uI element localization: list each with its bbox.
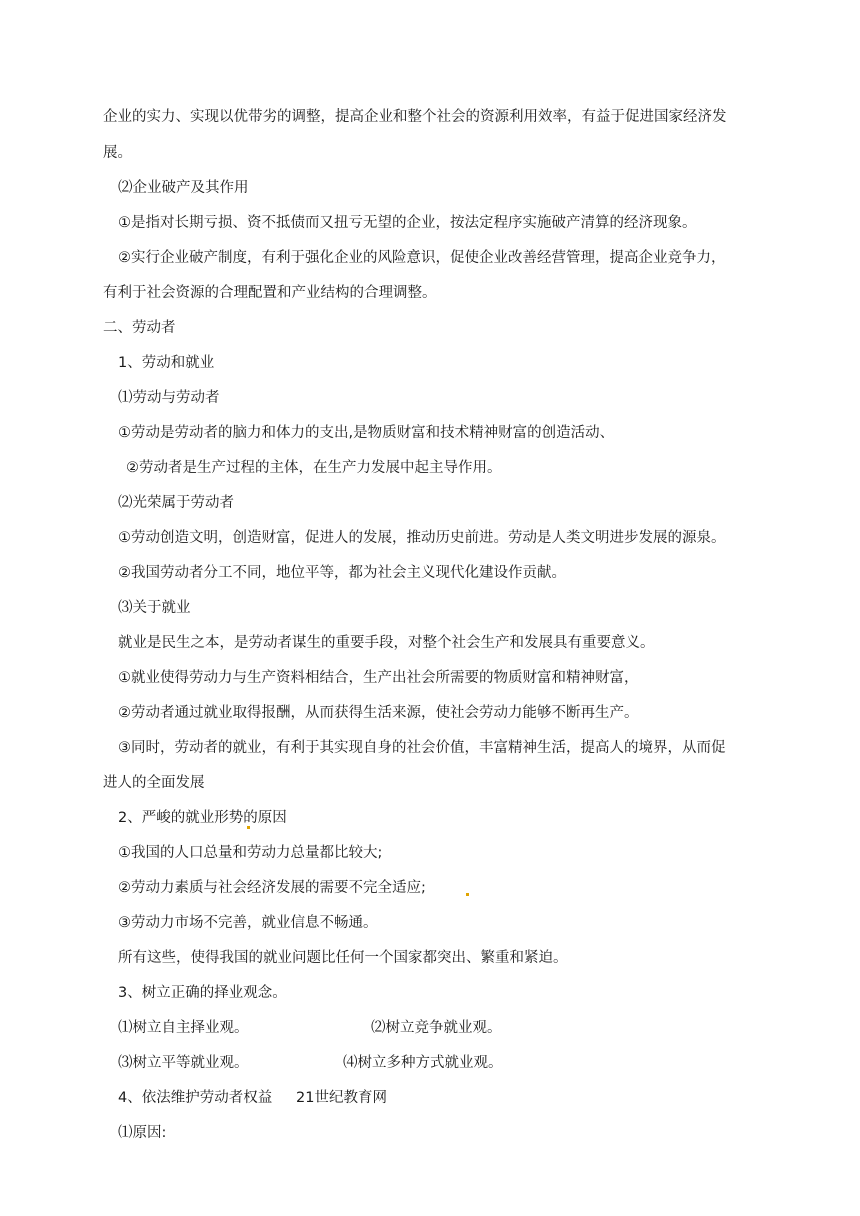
paragraph-line: ①是指对长期亏损、资不抵债而又扭亏无望的企业，按法定程序实施破产清算的经济现象。	[118, 215, 697, 231]
section-subheading: ⑴原因:	[118, 1125, 167, 1141]
section-heading: 二、劳动者	[103, 320, 176, 336]
watermark-text: 21世纪教育网	[296, 1090, 387, 1106]
section-subheading: 3、树立正确的择业观念。	[118, 985, 287, 1001]
paragraph-line: ③同时，劳动者的就业，有利于其实现自身的社会价值，丰富精神生活，提高人的境界，从而促	[118, 740, 726, 756]
list-item: ⑶树立平等就业观。	[118, 1055, 249, 1071]
section-subheading: 1、劳动和就业	[118, 355, 215, 371]
paragraph-line: 企业的实力、实现以优带劣的调整，提高企业和整个社会的资源利用效率，有益于促进国家经济发	[103, 109, 727, 125]
paragraph-line: ①就业使得劳动力与生产资料相结合，生产出社会所需要的物质财富和精神财富，	[118, 670, 639, 686]
section-subheading: ⑴劳动与劳动者	[118, 390, 220, 406]
paragraph-line: ②劳动者通过就业取得报酬，从而获得生活来源，使社会劳动力能够不断再生产。	[118, 705, 639, 721]
paragraph-line: ②劳动力素质与社会经济发展的需要不完全适应;	[118, 880, 426, 896]
paragraph-line: 展。	[103, 145, 132, 161]
paragraph-line: ①我国的人口总量和劳动力总量都比较大;	[118, 845, 383, 861]
paragraph-line: ①劳动是劳动者的脑力和体力的支出,是物质财富和技术精神财富的创造活动、	[118, 425, 615, 441]
list-item: ⑷树立多种方式就业观。	[343, 1055, 503, 1071]
section-subheading: ⑶关于就业	[118, 600, 191, 616]
paragraph-line: ①劳动创造文明，创造财富，促进人的发展，推动历史前进。劳动是人类文明进步发展的源泉。	[118, 530, 726, 546]
paragraph-line: ③劳动力市场不完善，就业信息不畅通。	[118, 915, 378, 931]
highlight-mark	[247, 826, 250, 829]
highlight-mark	[466, 893, 469, 896]
paragraph-line: 就业是民生之本，是劳动者谋生的重要手段，对整个社会生产和发展具有重要意义。	[118, 635, 655, 651]
section-subheading: ⑵光荣属于劳动者	[118, 495, 234, 511]
section-subheading: 2、严峻的就业形势的原因	[118, 810, 287, 826]
paragraph-line: 所有这些，使得我国的就业问题比任何一个国家都突出、繁重和紧迫。	[118, 950, 568, 966]
list-item: ⑴树立自主择业观。	[118, 1020, 249, 1036]
paragraph-line: 有利于社会资源的合理配置和产业结构的合理调整。	[103, 285, 437, 301]
paragraph-line: ②劳动者是生产过程的主体，在生产力发展中起主导作用。	[126, 460, 502, 476]
section-subheading: 4、依法维护劳动者权益	[118, 1090, 273, 1106]
paragraph-line: ②我国劳动者分工不同，地位平等，都为社会主义现代化建设作贡献。	[118, 565, 566, 581]
paragraph-line: ②实行企业破产制度，有利于强化企业的风险意识，促使企业改善经营管理，提高企业竞争力，	[118, 250, 726, 266]
paragraph-line: 进人的全面发展	[103, 775, 205, 791]
section-subheading: ⑵企业破产及其作用	[118, 180, 249, 196]
list-item: ⑵树立竞争就业观。	[371, 1020, 502, 1036]
